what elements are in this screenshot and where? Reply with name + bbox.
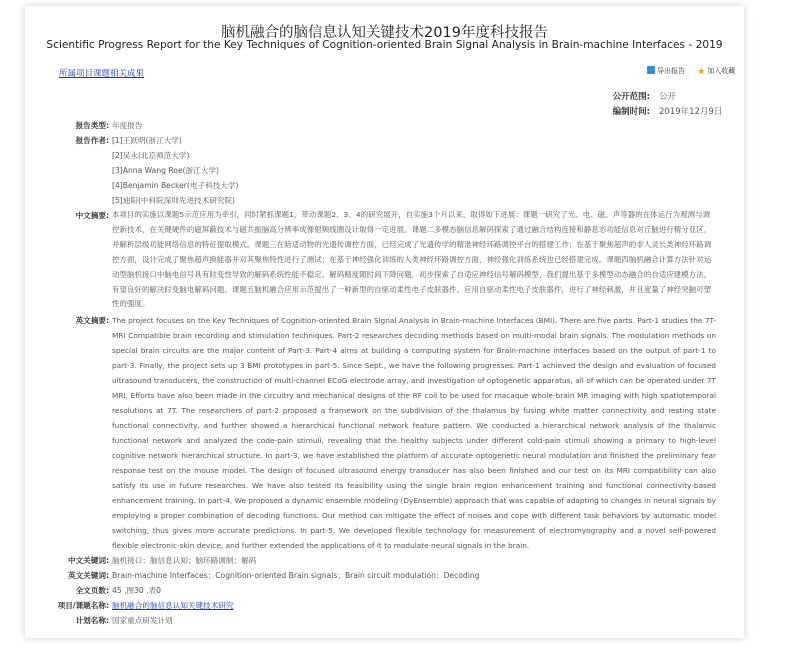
report-type-label: 报告类型:	[75, 121, 109, 130]
date-row	[610, 105, 722, 117]
public-scope-value: 公开	[659, 92, 677, 102]
report-card	[25, 6, 744, 638]
authors-row	[25, 133, 725, 209]
keywords-en-label: 英文关键词:	[67, 571, 109, 580]
authors-list	[112, 133, 238, 208]
authors-label: 报告作者:	[75, 136, 109, 145]
project-label: 项目/课题名称:	[57, 601, 109, 610]
author-item: [5]迪阳(中科院深圳先进技术研究院)	[112, 196, 235, 206]
plan-label: 计划名称:	[75, 616, 109, 625]
abstract-cn-label: 中文摘要:	[75, 211, 109, 220]
page-title-en: Scientific Progress Report for the Key Techniques of Cognition-oriented Brain Signal Analysis in Brain-machine Interfaces - 2019	[46, 39, 723, 51]
export-label: 导出报告	[657, 67, 685, 75]
pages-label: 全文页数:	[75, 586, 109, 595]
star-icon: ★	[697, 67, 706, 77]
action-bar	[647, 66, 745, 76]
public-scope-row	[610, 90, 676, 102]
plan-value: 国家重点研发计划	[112, 616, 173, 625]
abstract-cn-text: 本项目的实施以课题5示范应用为牵引，同时紧抓课题1，带动课题2、3、4的研究展开，自实施3个月以来，取得如下进展：课题一研究了光、电、磁、声等器的在体运行为观测与调控新技术，在关键硬件的磁屏蔽技术与磁共振脑高分辨率成像射频线圈设计取得一定进展。课题二多模态脑信息解码探索了通过融合结构连接和静息态功能信息对丘脑进行精分亚区，并解析层级功能网络信息的特征提取模式。课题三在暗适动物的光遗传调控方面，已经完成了光遗传学的精准神经环路调控平台的搭建工作；在基于聚焦超声的非人灵长类神经环路调控方面，设计完成了聚焦超声换能器并对其聚焦特性进行了测试；在基于神经强化训练的人类神经环路调控方面，神经强化训练系统也已经搭建完成。课题四脑机融合计算方法针对运动型脑机接口中脑电信号具有时变性导致的解码系统性能不稳定、解码精度随时间下降问题，初步探索了自适应神经信号解码模型，我们提出基于多模型动态融合的自适应建模方法，有望良好的解决时变脑电解码问题。课题五脑机融合应用示范提出了一种新型的自驱动柔性电子皮肤器件，应用自驱动柔性电子皮肤器件，进行了神经刺激，并且度量了神经突触可塑性的强度。	[112, 210, 712, 309]
public-scope-label: 公开范围:	[612, 92, 650, 102]
abstract-en-text: The project focuses on the Key Techniques of Cognition-oriented Brain Signal Analysis in Brain-machine Interfaces (BMI). There are five parts. Part-1 studies the 7T-MRI Compatible brain recording and stimulation techniques. Part-2 researches decoding methods based on multi-modal brain signals. The modulation methods on special brain circuits are the major content of Part-3. Part-4 aims at building a computing system for Brain-machine interfaces based on the output of part-1 to part-3. Finally, the project sets up 3 BMI prototypes in part-5. Since Sept., we have the following progresses. Part-1 achieved the design and evaluation of focused ultrasound transducers, the construction of multi-channel ECoG electrode array, and investigation of optogenetic apparatus, all of which can be operated under 7T MRI. Efforts have also been made in the circuitry and mechanical designs of the RF coil to be used for macaque whole-brain MR imaging with high spatiotemporal resolutions at 7T. The researchers of part-2 proposed a framework on the subdivision of the thalamus by fusing white matter connectivity and resting state functional connectivity, and further showed a hierarchical functional network feature pattern. We conducted a hierarchical network analysis of the thalamic functional network and analyzed the code-pain stimuli, revealing that the healthy subjects under different cold-pain stimuli showing a primary to high-level cognitive network hierarchical structure. In part-3, we have established the platform of accurate optogenetic neural modulation and finished the preliminary fear response test on the mouse model. The design of focused ultrasound energy transducer has also been finished and our test on its MRI compatibility can also satisfy its use in future researches. We have also tested its feasibility using the single brain region enhancement training and functional connectivity-based enhancement training. In part-4, We proposed a dynamic ensemble modeling (DyEnsemble) approach that was capable of adapting to changes in neural signals by employing a proper combination of decoding functions. Our method can mitigate the effect of noises and cope with different task behaviors by automatic model switching, thus gives more accurate predictions. In part-5, We developed flexible technology for measurement of electromyography and a novel self-powered flexible electronic-skin device, and further extended the applications of it to modulate neural signals in the brain.	[112, 316, 716, 550]
keywords-cn-label: 中文关键词:	[67, 556, 109, 565]
author-item: [4]Benjamin Becker(电子科技大学)	[112, 181, 239, 191]
author-item: [3]Anna Wang Roe(浙江大学)	[112, 166, 219, 176]
related-results-link[interactable]: 所属项目课题相关成果	[59, 69, 145, 79]
report-type-value: 年度报告	[112, 121, 143, 130]
favorite-label: 加入收藏	[707, 67, 736, 75]
keywords-en-value: Brain-machine Interfaces；Cognition-oriented Brain signals；Brain circuit modulation；Decoding	[112, 571, 480, 580]
author-item: [2]吴永(北京师范大学)	[112, 151, 190, 161]
page-title-cn: 脑机融合的脑信息认知关键技术2019年度科技报告	[221, 25, 548, 41]
pages-value: 45 ,图30 ,表0	[112, 586, 161, 595]
date-value: 2019年12月9日	[659, 107, 723, 117]
export-icon	[647, 66, 655, 74]
date-label: 编制时间:	[612, 107, 650, 117]
add-favorite-button[interactable]	[697, 66, 735, 76]
keywords-cn-value: 脑机接口；脑信息认知；脑环路调制；解码	[112, 556, 257, 565]
author-item: [1]王跃明(浙江大学)	[112, 136, 182, 145]
project-link[interactable]: 脑机融合的脑信息认知关键技术研究	[112, 601, 234, 610]
abstract-en-label: 英文摘要:	[75, 316, 109, 325]
export-report-button[interactable]	[647, 66, 685, 76]
